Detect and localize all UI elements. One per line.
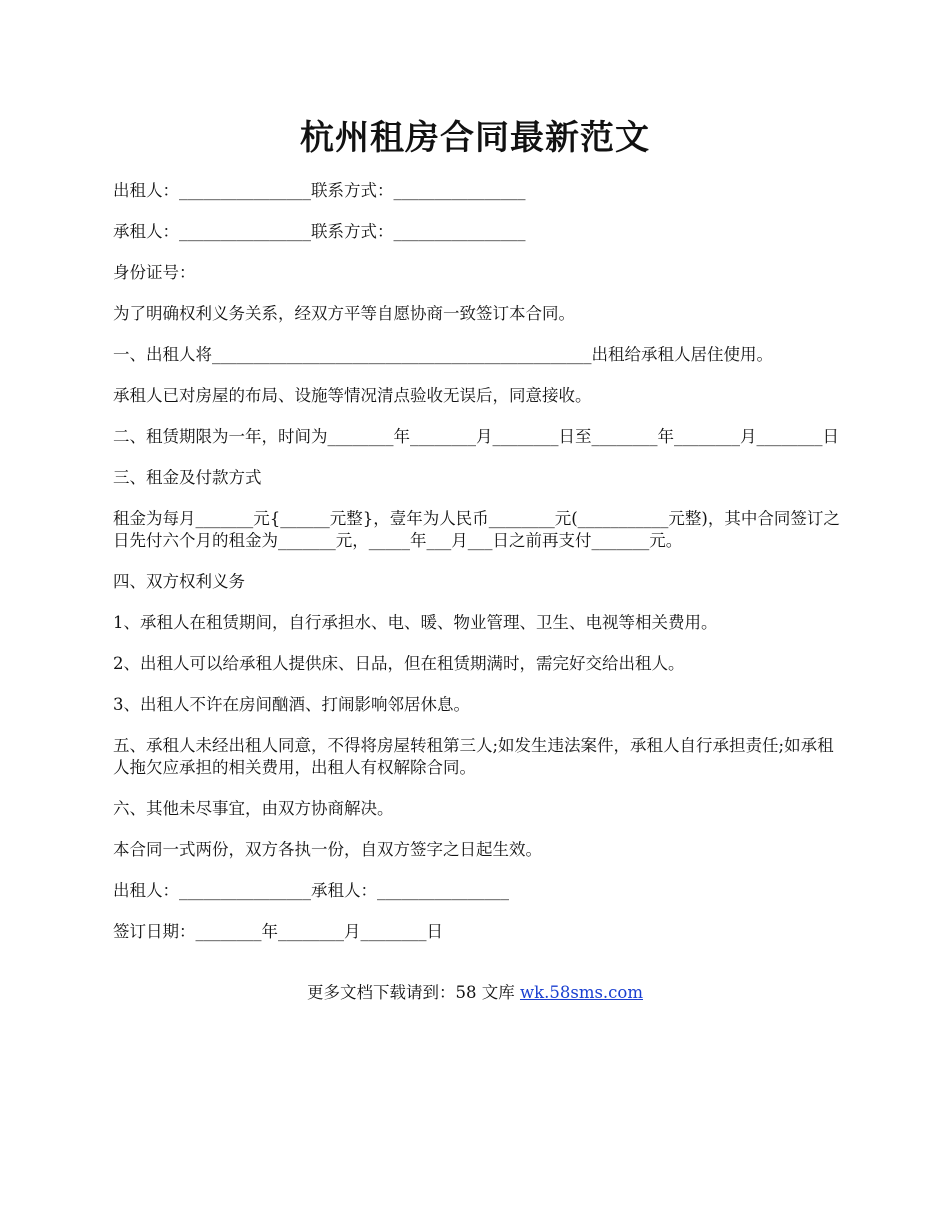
obligation-1-paragraph: 1、承租人在租赁期间，自行承担水、电、暖、物业管理、卫生、电视等相关费用。 (113, 613, 718, 632)
rent-paragraph: 租金为每月_______元{______元整}，壹年为人民币________元(___________元整)，其中合同签订之日先付六个月的租金为_______元，_____年___月___日之前再支付_______元。 (113, 509, 840, 550)
clause-2-paragraph: 二、租赁期限为一年，时间为________年________月________日至________年________月________日 (113, 427, 839, 446)
clause-1-paragraph: 一、出租人将______________________________________________出租给承租人居住使用。 (113, 345, 773, 364)
footer-prefix: 更多文档下载请到：58 文库 (306, 983, 520, 1002)
document-title: 杭州租房合同最新范文 (300, 118, 650, 158)
clause-3-heading: 三、租金及付款方式 (113, 468, 262, 487)
clause-6-paragraph: 六、其他未尽事宜，由双方协商解决。 (113, 799, 394, 818)
signature-line: 出租人：________________承租人：________________ (113, 881, 509, 900)
clause-4-heading: 四、双方权利义务 (113, 572, 245, 591)
signing-date-line: 签订日期：________年________月________日 (113, 922, 443, 941)
obligation-2-paragraph: 2、出租人可以给承租人提供床、日品，但在租赁期满时，需完好交给出租人。 (113, 654, 685, 673)
footer-link[interactable]: wk.58sms.com (519, 983, 643, 1002)
preamble-paragraph: 为了明确权利义务关系，经双方平等自愿协商一致签订本合同。 (113, 304, 575, 323)
download-footer (0, 982, 950, 1004)
copies-paragraph: 本合同一式两份，双方各执一份，自双方签字之日起生效。 (113, 840, 542, 859)
obligation-3-paragraph: 3、出租人不许在房间酗酒、打闹影响邻居休息。 (113, 695, 470, 714)
id-number-line: 身份证号： (113, 263, 196, 282)
lessee-line: 承租人：________________联系方式：________________ (113, 222, 526, 241)
lessor-line: 出租人：________________联系方式：________________ (113, 181, 526, 200)
clause-5-paragraph: 五、承租人未经出租人同意，不得将房屋转租第三人;如发生违法案件，承租人自行承担责任;如承租人拖欠应承担的相关费用，出租人有权解除合同。 (113, 736, 834, 777)
document-body (113, 180, 843, 962)
acceptance-paragraph: 承租人已对房屋的布局、设施等情况清点验收无误后，同意接收。 (113, 386, 592, 405)
